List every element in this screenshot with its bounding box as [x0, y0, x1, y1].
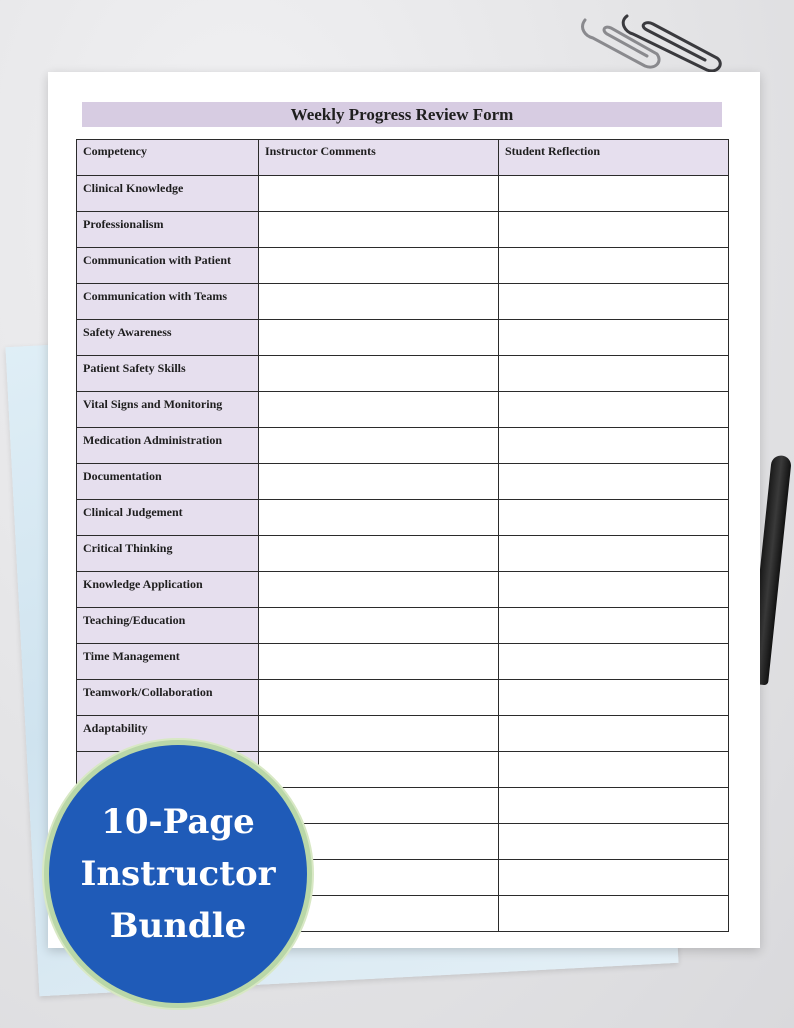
table-row — [77, 176, 729, 212]
header-competency: Competency — [77, 140, 259, 176]
instructor-comments-cell[interactable] — [259, 608, 499, 644]
instructor-comments-cell[interactable] — [259, 680, 499, 716]
table-row — [77, 464, 729, 500]
instructor-comments-cell[interactable] — [259, 392, 499, 428]
instructor-comments-cell[interactable] — [259, 644, 499, 680]
student-reflection-cell[interactable] — [499, 212, 729, 248]
student-reflection-cell[interactable] — [499, 680, 729, 716]
instructor-comments-cell[interactable] — [259, 212, 499, 248]
instructor-comments-cell[interactable] — [259, 284, 499, 320]
instructor-comments-cell[interactable] — [259, 356, 499, 392]
table-row — [77, 392, 729, 428]
student-reflection-cell[interactable] — [499, 536, 729, 572]
competency-label: Professionalism — [77, 212, 259, 248]
student-reflection-cell[interactable] — [499, 248, 729, 284]
header-student-reflection: Student Reflection — [499, 140, 729, 176]
badge-line-2: Instructor — [80, 854, 276, 894]
competency-label: Vital Signs and Monitoring — [77, 392, 259, 428]
student-reflection-cell[interactable] — [499, 356, 729, 392]
competency-label: Communication with Patient — [77, 248, 259, 284]
competency-label: Clinical Knowledge — [77, 176, 259, 212]
student-reflection-cell[interactable] — [499, 320, 729, 356]
table-row — [77, 644, 729, 680]
instructor-comments-cell[interactable] — [259, 320, 499, 356]
competency-label: Patient Safety Skills — [77, 356, 259, 392]
table-row — [77, 356, 729, 392]
instructor-comments-cell[interactable] — [259, 572, 499, 608]
paperclip-icon — [575, 8, 725, 78]
table-header-row — [77, 140, 729, 176]
competency-label: Critical Thinking — [77, 536, 259, 572]
competency-label: Documentation — [77, 464, 259, 500]
badge-line-1: 10-Page — [101, 802, 255, 842]
student-reflection-cell[interactable] — [499, 572, 729, 608]
table-row — [77, 428, 729, 464]
instructor-comments-cell[interactable] — [259, 428, 499, 464]
table-row — [77, 536, 729, 572]
header-instructor-comments: Instructor Comments — [259, 140, 499, 176]
instructor-comments-cell[interactable] — [259, 752, 499, 788]
student-reflection-cell[interactable] — [499, 752, 729, 788]
student-reflection-cell[interactable] — [499, 896, 729, 932]
student-reflection-cell[interactable] — [499, 392, 729, 428]
competency-label: Communication with Teams — [77, 284, 259, 320]
student-reflection-cell[interactable] — [499, 500, 729, 536]
student-reflection-cell[interactable] — [499, 788, 729, 824]
table-row — [77, 500, 729, 536]
competency-label: Time Management — [77, 644, 259, 680]
table-row — [77, 248, 729, 284]
student-reflection-cell[interactable] — [499, 608, 729, 644]
competency-label: Knowledge Application — [77, 572, 259, 608]
student-reflection-cell[interactable] — [499, 716, 729, 752]
competency-label: Medication Administration — [77, 428, 259, 464]
competency-label: Teaching/Education — [77, 608, 259, 644]
student-reflection-cell[interactable] — [499, 644, 729, 680]
table-row — [77, 608, 729, 644]
instructor-comments-cell[interactable] — [259, 716, 499, 752]
table-row — [77, 320, 729, 356]
student-reflection-cell[interactable] — [499, 860, 729, 896]
table-row — [77, 212, 729, 248]
competency-label: Teamwork/Collaboration — [77, 680, 259, 716]
badge-line-3: Bundle — [109, 906, 247, 946]
student-reflection-cell[interactable] — [499, 428, 729, 464]
competency-label: Clinical Judgement — [77, 500, 259, 536]
student-reflection-cell[interactable] — [499, 284, 729, 320]
student-reflection-cell[interactable] — [499, 824, 729, 860]
student-reflection-cell[interactable] — [499, 176, 729, 212]
student-reflection-cell[interactable] — [499, 464, 729, 500]
table-row — [77, 572, 729, 608]
form-title: Weekly Progress Review Form — [82, 102, 722, 127]
instructor-comments-cell[interactable] — [259, 176, 499, 212]
table-row — [77, 284, 729, 320]
instructor-comments-cell[interactable] — [259, 536, 499, 572]
competency-label: Safety Awareness — [77, 320, 259, 356]
bundle-badge — [44, 740, 312, 1008]
table-row — [77, 680, 729, 716]
instructor-comments-cell[interactable] — [259, 248, 499, 284]
instructor-comments-cell[interactable] — [259, 500, 499, 536]
competency-label: Adaptability — [77, 716, 259, 752]
instructor-comments-cell[interactable] — [259, 464, 499, 500]
